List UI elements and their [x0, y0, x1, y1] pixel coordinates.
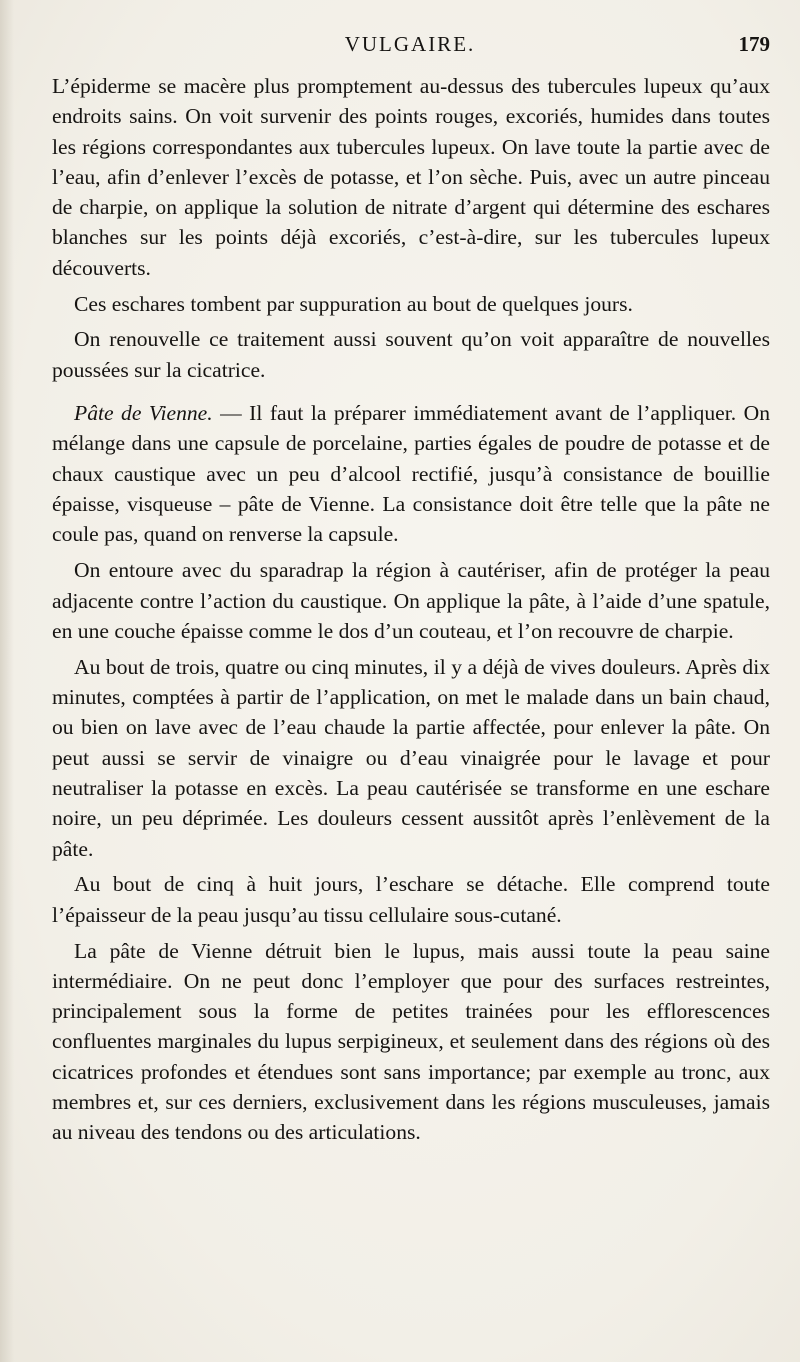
paragraph-eschares: Ces eschares tombent par suppuration au bout de quelques jours.: [74, 291, 633, 316]
page-header: [50, 32, 770, 62]
paragraph-pate-de-vienne-text: — Il faut la préparer immédiatement avant de l’appliquer. On mélange dans une capsule de porcelaine, parties égales de poudre de potasse et de chaux caustique avec un peu d’alcool rectifié, jusqu’à consistance de bouillie épaisse, visqueuse – pâte de Vienne. La consistance doit être telle que la pâte ne coule pas, quand on renverse la capsule.: [52, 400, 770, 547]
paragraph-sparadrap: On entoure avec du sparadrap la région à cautériser, afin de protéger la peau adjacente contre l’action du caustique. On applique la pâte, à l’aide d’une spatule, en une couche épaisse comme le dos d’un couteau, et l’on recouvre de charpie.: [52, 558, 770, 644]
paragraph-epiderme: L’épiderme se macère plus promptement au-dessus des tubercules lupeux qu’aux endroits sains. On voit survenir des points rouges, excoriés, humides dans toutes les régions correspondantes aux tubercules lupeux. On lave toute la partie avec de l’eau, afin d’enlever l’excès de potasse, et l’on sèche. Puis, avec un autre pinceau de charpie, on applique la solution de nitrate d’argent qui détermine des eschares blanches sur les points déjà excoriés, c’est-à-dire, sur les tubercules lupeux découverts.: [52, 74, 770, 280]
paragraph-lupus-destruction: La pâte de Vienne détruit bien le lupus, mais aussi toute la peau saine intermédiaire. On ne peut donc l’employer que pour des surfaces restreintes, principalement sous la forme de petites trainées pour les efflorescences confluentes marginales du lupus serpigineux, et seulement dans des régions où des cicatrices profondes et étendues sont sans importance; par exemple au tronc, aux membres et, sur ces derniers, exclusivement dans les régions musculeuses, jamais au niveau des tendons ou des articulations.: [52, 938, 770, 1145]
page-gutter-shadow: [0, 0, 14, 1362]
section-lead-pate-de-vienne: Pâte de Vienne.: [74, 400, 213, 425]
page-number: 179: [738, 32, 770, 56]
paragraph-eschare-detache: Au bout de cinq à huit jours, l’eschare se détache. Elle comprend toute l’épaisseur de la peau jusqu’au tissu cellulaire sous-cutané.: [52, 872, 770, 927]
paragraph-douleurs: Au bout de trois, quatre ou cinq minutes, il y a déjà de vives douleurs. Après dix minutes, comptées à partir de l’application, on met le malade dans un bain chaud, ou bien on lave avec de l’eau chaude la partie affectée, pour enlever la pâte. On peut aussi se servir de vinaigre ou d’eau vinaigrée pour le lavage et pour neutraliser la potasse en excès. La peau cautérisée se transforme en une eschare noire, un peu déprimée. Les douleurs cessent aussitôt après l’enlèvement de la pâte.: [52, 654, 770, 861]
paragraph-renouvelle: On renouvelle ce traitement aussi souvent qu’on voit apparaître de nouvelles poussées sur la cicatrice.: [52, 327, 770, 382]
running-title: VULGAIRE.: [344, 32, 476, 56]
paragraph-pate-de-vienne: [52, 398, 770, 549]
page-body: [52, 71, 770, 1153]
